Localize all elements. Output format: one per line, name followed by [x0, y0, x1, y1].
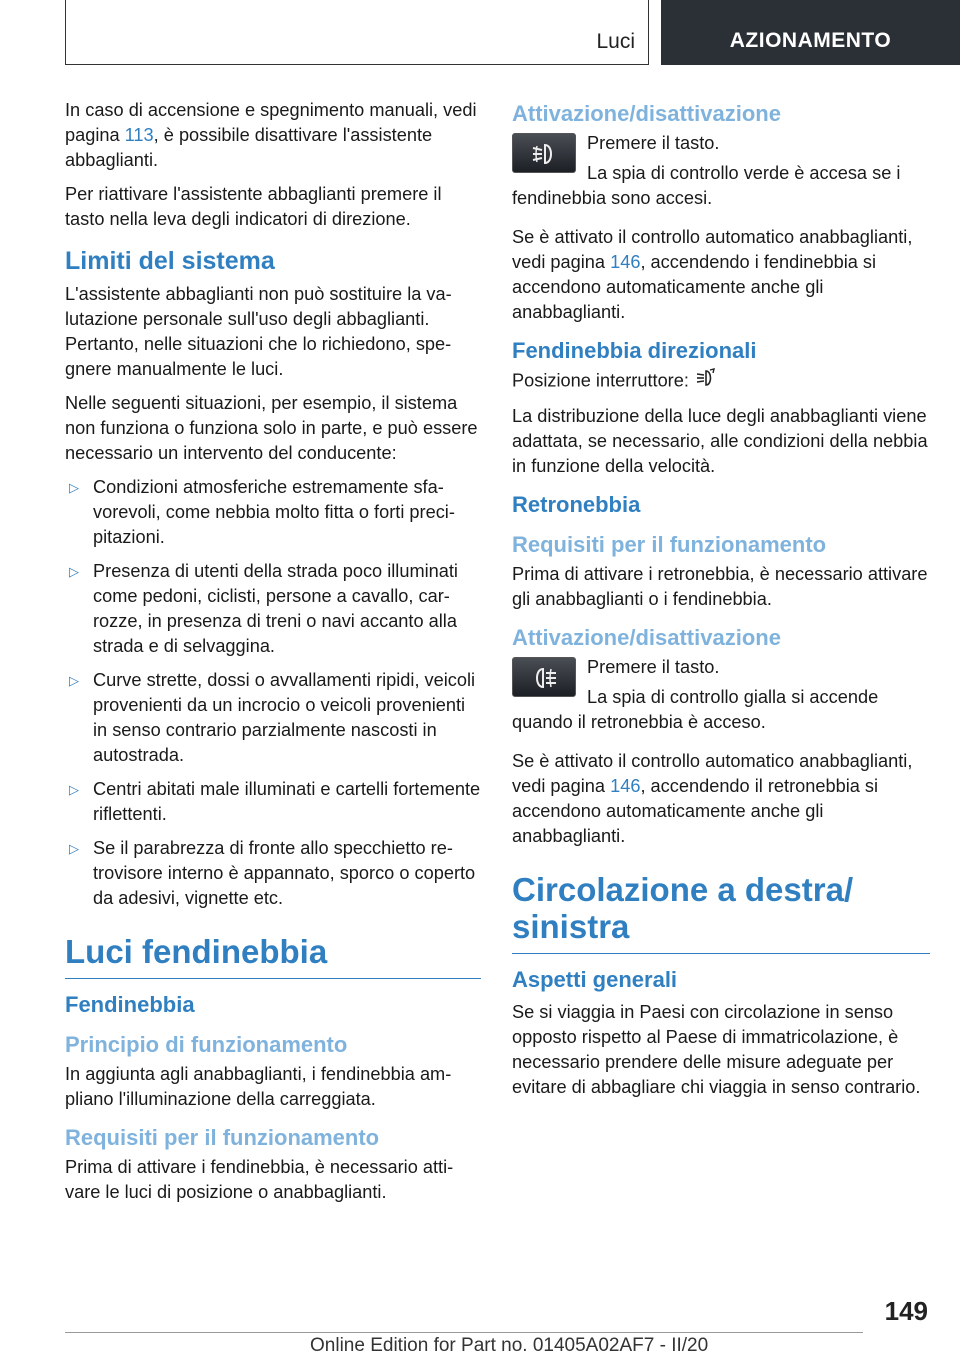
heading-aspetti: Aspetti generali [512, 967, 678, 992]
front-fog-light-icon [512, 133, 576, 173]
paragraph: Se si viaggia in Paesi con circolazione in senso opposto rispetto al Paese di immatricolazione, è necessario prendere delle misure adeguate per evitare di abbagliare chi viaggia in senso contrario. [512, 1002, 921, 1097]
paragraph: Se è attivato il controllo automatico anabbaglianti, vedi pagina 146, accendendo il retronebbia si accendono automaticamente anche gli anabbaglianti. [512, 751, 913, 846]
paragraph: Se è attivato il controllo automatico anabbaglianti, vedi pagina 146, accendendo i fendinebbia si accendono automaticamente anche gli anabbaglianti. [512, 227, 913, 322]
button-instruction [512, 655, 930, 705]
footer-divider [65, 1332, 863, 1333]
footer-edition: Online Edition for Part no. 01405A02AF7 - II/20 [310, 1335, 709, 1356]
page-link[interactable]: 146 [610, 776, 641, 796]
paragraph: La spia di controllo verde è accesa se i fendinebbia sono accesi. [512, 163, 901, 208]
paragraph: La distribuzione della luce degli anabbaglianti viene adattata, se necessario, alle condizioni della nebbia in funzione della velocità. [512, 406, 928, 476]
list-item: ▷ Presenza di utenti della strada poco illuminati come pedoni, ciclisti, persone a cavallo, carrozze, in presenza di treni o navi accanto alla strada e di selvaggina. [69, 561, 458, 656]
paragraph: Prima di attivare i fendinebbia, è necessario attivare le luci di posizione o anabbaglianti. [65, 1157, 454, 1202]
button-instruction [512, 131, 930, 181]
list-item: ▷ Curve strette, dossi o avvallamenti ripidi, veicoli provenienti da un incrocio o veicoli provenienti in senso contrario parzialmente nascosti in autostrada. [69, 670, 476, 765]
paragraph: Premere il tasto. [587, 133, 720, 153]
triangle-bullet-icon: ▷ [69, 841, 79, 856]
list-item: ▷ Se il parabrezza di fronte allo specchietto retrovisore interno è appannato, sporco o coperto da adesivi, vignette etc. [69, 838, 476, 908]
paragraph: Nelle seguenti situazioni, per esempio, il sistema non funziona o funziona solo in parte, e può essere necessario un intervento del conducente: [65, 393, 478, 463]
heading-attivazione: Attivazione/disattivazione [512, 101, 781, 126]
page-link[interactable]: 113 [124, 125, 154, 145]
page-number: 149 [884, 1296, 928, 1326]
triangle-bullet-icon: ▷ [69, 782, 79, 797]
paragraph: L'assistente abbaglianti non può sostituire la valutazione personale sull'uso degli abbaglianti. Pertanto, nelle situazioni che lo richiedono, spegnere manualmente le luci. [65, 284, 452, 379]
heading-attivazione: Attivazione/disattivazione [512, 625, 781, 650]
heading-luci-fendinebbia: Luci fendinebbia [65, 933, 481, 979]
heading-limiti: Limiti del sistema [65, 247, 275, 275]
list-item: ▷ Centri abitati male illuminati e cartelli fortemente riflettenti. [69, 779, 481, 824]
bullet-list [65, 475, 481, 911]
header-section-title: Luci [596, 30, 635, 53]
adaptive-fog-switch-icon [695, 368, 717, 395]
triangle-bullet-icon: ▷ [69, 480, 79, 495]
triangle-bullet-icon: ▷ [69, 564, 79, 579]
rear-fog-light-icon [512, 657, 576, 697]
heading-requisiti: Requisiti per il funzionamento [65, 1125, 380, 1150]
paragraph: In caso di accensione e spegnimento manuali, vedi pagina 113, è possibile disattivare l'assistente abbaglianti. [65, 100, 477, 170]
left-column [65, 98, 481, 1214]
heading-direzionali: Fendinebbia direzionali [512, 338, 757, 363]
header-chapter-tab: AZIONAMENTO [661, 0, 960, 65]
heading-circolazione: Circolazione a destra/ sinistra [512, 871, 930, 954]
header-left-box [65, 0, 649, 65]
heading-retronebbia: Retronebbia [512, 492, 641, 517]
paragraph: Per riattivare l'assistente abbaglianti premere il tasto nella leva degli indicatori di direzione. [65, 184, 442, 229]
paragraph: In aggiunta agli anabbaglianti, i fendinebbia ampliano l'illuminazione della carreggiata. [65, 1064, 452, 1109]
heading-principio: Principio di funzionamento [65, 1032, 348, 1057]
right-column [512, 98, 930, 1109]
heading-fendinebbia: Fendinebbia [65, 992, 195, 1017]
paragraph: La spia di controllo gialla si accende quando il retronebbia è acceso. [512, 687, 879, 732]
triangle-bullet-icon: ▷ [69, 673, 79, 688]
list-item: ▷ Condizioni atmosferiche estremamente sfavorevoli, come nebbia molto fitta o forti precipitazioni. [69, 477, 455, 547]
paragraph: Posizione interruttore: [512, 368, 930, 395]
paragraph: Prima di attivare i retronebbia, è necessario attivare gli anabbaglianti o i fendinebbia. [512, 564, 928, 609]
paragraph: Premere il tasto. [587, 657, 720, 677]
page-link[interactable]: 146 [610, 252, 641, 272]
heading-requisiti: Requisiti per il funzionamento [512, 532, 827, 557]
